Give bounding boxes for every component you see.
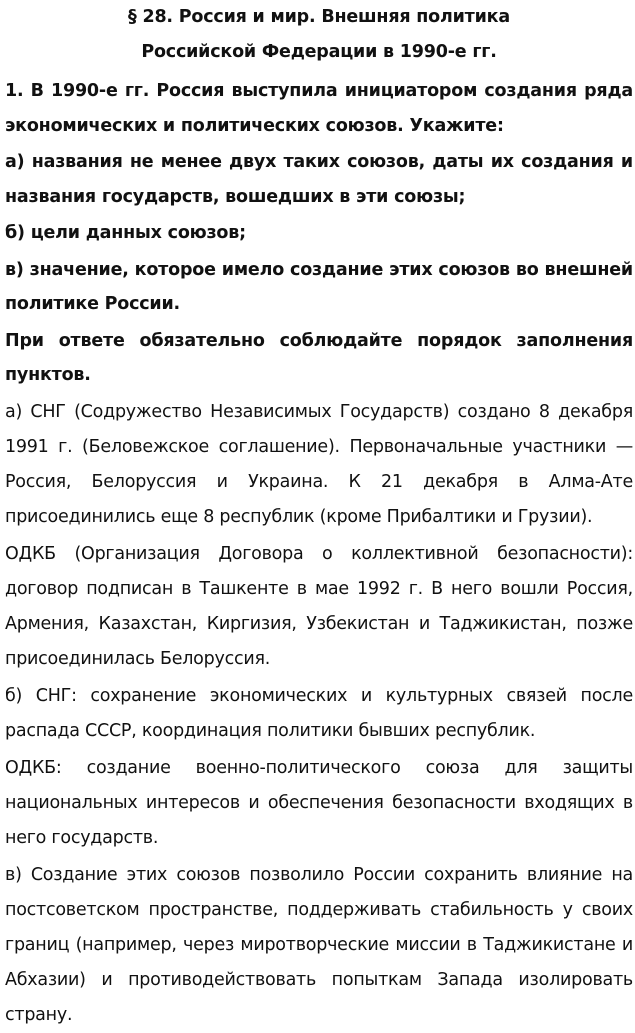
section-title-line-1: § 28. Россия и мир. Внешняя политика bbox=[128, 7, 510, 27]
section-title-line-2: Российской Федерации в 1990-е гг. bbox=[141, 42, 497, 62]
task-item-b: б) цели данных союзов; bbox=[5, 223, 246, 243]
answer-a-sng: а) СНГ (Содружество Независимых Государств) создано 8 декабря 1991 г. (Беловежское соглашение). Первоначальные участники — Россия, Белоруссия и Украина. К 21 декабря в Алма-Ате присоединились еще 8 республик (кроме Прибалтики и Грузии). bbox=[5, 401, 633, 527]
task-item-a: а) названия не менее двух таких союзов, даты их создания и названия государств, вошедших в эти союзы; bbox=[5, 152, 633, 207]
section-title bbox=[5, 0, 633, 70]
answer-v: в) Создание этих союзов позволило России сохранить влияние на постсоветском пространстве, поддерживать стабильность у своих границ (например, через миротворческие миссии в Таджикистане и Абхазии) и противодействовать попыткам Запада изолировать страну. bbox=[5, 864, 633, 1025]
task-item-v: в) значение, которое имело создание этих союзов во внешней политике России. bbox=[5, 259, 633, 314]
answer-a-odkb: ОДКБ (Организация Договора о коллективной безопасности): договор подписан в Ташкенте в мае 1992 г. В него вошли Россия, Армения, Казахстан, Киргизия, Узбекистан и Таджикистан, позже присоединилась Белоруссия. bbox=[5, 543, 633, 669]
answer-b-sng: б) СНГ: сохранение экономических и культурных связей после распада СССР, координация политики бывших республик. bbox=[5, 685, 633, 741]
answer-b-odkb: ОДКБ: создание военно-политического союза для защиты национальных интересов и обеспечения безопасности входящих в него государств. bbox=[5, 757, 633, 848]
task-instruction: При ответе обязательно соблюдайте порядок заполнения пунктов. bbox=[5, 330, 633, 385]
task-question: 1. В 1990-е гг. Россия выступила инициатором создания ряда экономических и политических союзов. Укажите: bbox=[5, 81, 633, 136]
document-page bbox=[5, 0, 633, 1033]
